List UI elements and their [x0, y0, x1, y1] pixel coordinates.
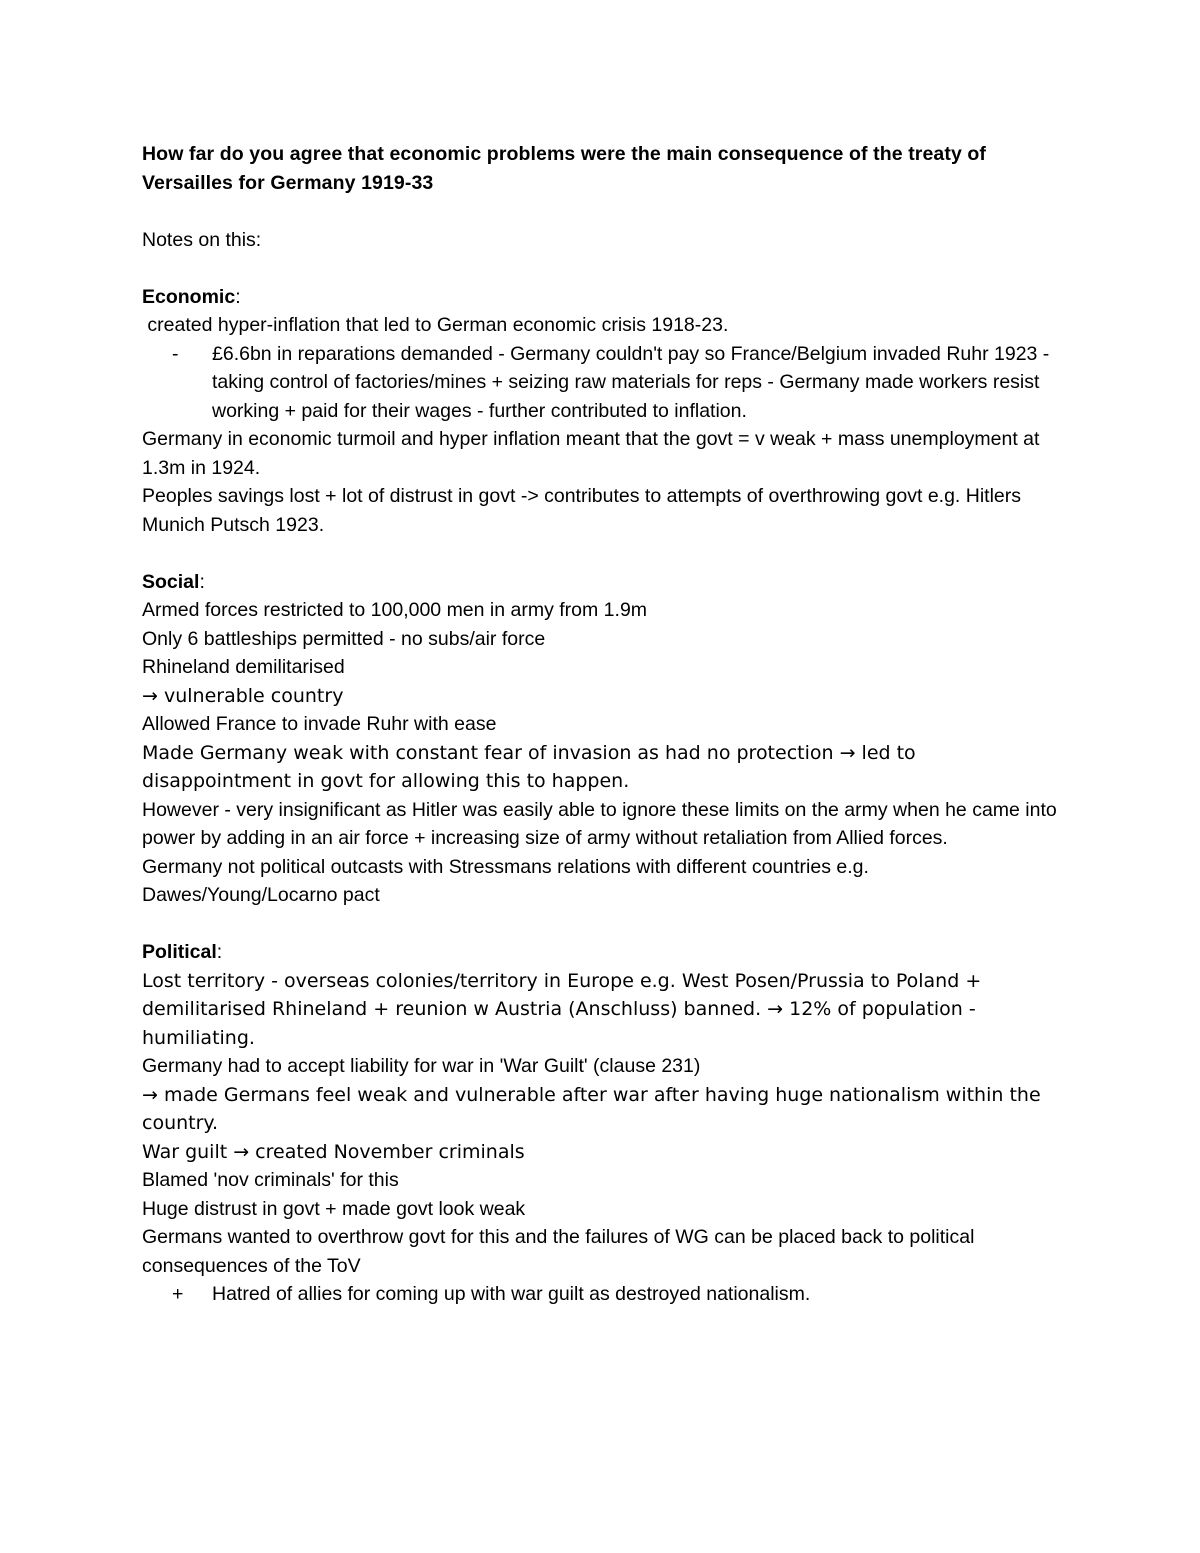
social-heading-label: Social	[142, 570, 200, 593]
economic-bullet	[142, 340, 1062, 426]
economic-line: Peoples savings lost + lot of distrust in govt -> contributes to attempts of overthrowing govt e.g. Hitlers Munich Putsch 1923.	[142, 485, 1022, 536]
social-line: Made Germany weak with constant fear of invasion as had no protection → led to disappointment in govt for allowing this to happen.	[142, 741, 916, 792]
economic-heading	[142, 283, 1062, 312]
social-line: Germany not political outcasts with Stressmans relations with different countries e.g. Dawes/Young/Locarno pact	[142, 855, 869, 906]
political-line: Germany had to accept liability for war in 'War Guilt' (clause 231)	[142, 1055, 701, 1077]
political-line: Germans wanted to overthrow govt for this and the failures of WG can be placed back to political consequences of the ToV	[142, 1226, 975, 1277]
political-heading-label: Political	[142, 941, 217, 963]
political-line: Lost territory - overseas colonies/territory in Europe e.g. West Posen/Prussia to Poland + demilitarised Rhineland + reunion w Austria (Anschluss) banned. → 12% of population - humiliating.	[142, 969, 982, 1049]
political-heading-colon: :	[216, 941, 223, 963]
political-line: Huge distrust in govt + made govt look weak	[142, 1197, 526, 1220]
economic-section	[142, 283, 1062, 540]
social-line: Only 6 battleships permitted - no subs/air force	[142, 627, 546, 650]
spacer	[142, 539, 1062, 568]
political-line: War guilt → created November criminals	[142, 1140, 525, 1163]
bullet-dash-icon: -	[172, 342, 179, 365]
spacer	[142, 254, 1062, 283]
political-line: Blamed 'nov criminals' for this	[142, 1169, 399, 1191]
social-heading-colon: :	[199, 570, 205, 593]
economic-heading-label: Economic	[142, 285, 236, 308]
political-section	[142, 938, 1062, 1309]
social-line: Allowed France to invade Ruhr with ease	[142, 713, 497, 735]
economic-heading-colon: :	[235, 285, 241, 308]
bullet-plus-icon: +	[172, 1283, 184, 1305]
spacer	[142, 910, 1062, 939]
social-section	[142, 568, 1062, 910]
social-line: Rhineland demilitarised	[142, 656, 345, 678]
spacer	[142, 197, 1062, 226]
political-line: → made Germans feel weak and vulnerable after war after having huge nationalism within the country.	[142, 1083, 1041, 1134]
intro-text: Notes on this:	[142, 228, 262, 251]
social-line: → vulnerable country	[142, 684, 344, 707]
economic-line: Germany in economic turmoil and hyper inflation meant that the govt = v weak + mass unemployment at 1.3m in 1924.	[142, 428, 1040, 479]
essay-question-title: How far do you agree that economic problems were the main consequence of the treaty of Versailles for Germany 1919-33	[142, 143, 987, 194]
document-page	[142, 140, 1062, 1309]
economic-line: created hyper-inflation that led to German economic crisis 1918-23.	[142, 314, 729, 336]
social-line: Armed forces restricted to 100,000 men in army from 1.9m	[142, 599, 648, 621]
political-heading	[142, 938, 1062, 967]
social-heading	[142, 568, 1062, 597]
political-bullet-text: Hatred of allies for coming up with war guilt as destroyed nationalism.	[212, 1283, 811, 1305]
economic-bullet-text: £6.6bn in reparations demanded - Germany couldn't pay so France/Belgium invaded Ruhr 1923 - taking control of factories/mines + seizing raw materials for reps - Germany made workers resist working + paid for their wages - further contributed to inflation.	[212, 342, 1050, 422]
social-line: However - very insignificant as Hitler was easily able to ignore these limits on the army when he came into power by adding in an air force + increasing size of army without retaliation from Allied forces.	[142, 798, 1057, 849]
political-bullet	[142, 1280, 1062, 1309]
